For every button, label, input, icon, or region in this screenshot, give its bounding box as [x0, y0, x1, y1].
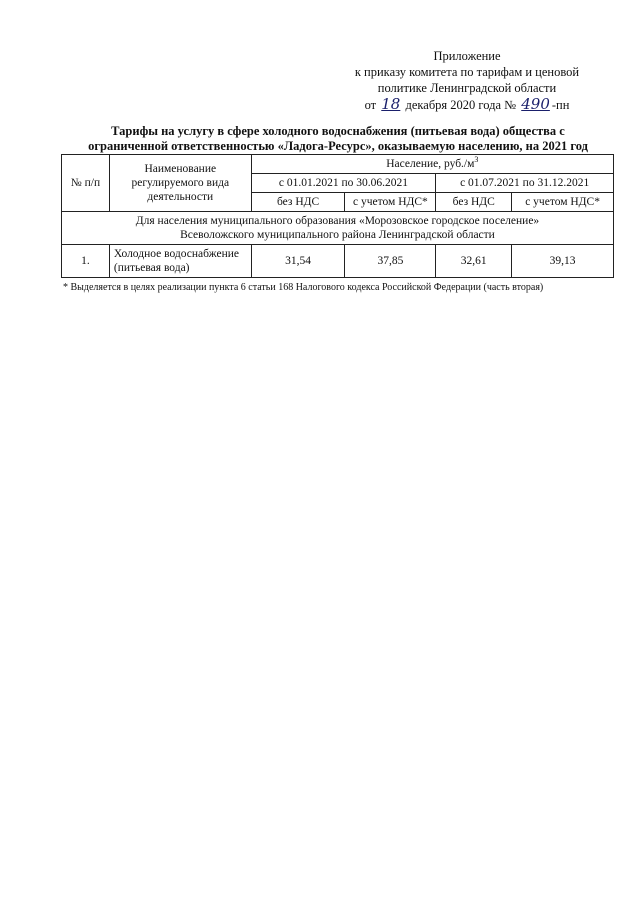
header-p1-no-vat: без НДС — [251, 193, 345, 212]
row-number: 1. — [62, 245, 110, 278]
table-row — [62, 245, 614, 278]
row-p2-no-vat: 32,61 — [436, 245, 512, 278]
handwritten-order-number: 490 — [521, 95, 550, 113]
annex-title: Приложение — [433, 49, 501, 63]
section-line-2: Всеволожского муниципального района Ленинградской области — [180, 229, 495, 241]
annex-date-line — [332, 96, 602, 113]
tariff-table — [61, 154, 614, 278]
annex-header — [332, 48, 602, 113]
title-line-1: Тарифы на услугу в сфере холодного водоснабжения (питьевая вода) общества с — [111, 124, 565, 138]
header-p2-no-vat: без НДС — [436, 193, 512, 212]
date-rest: декабря 2020 года № — [405, 98, 517, 112]
row-activity: Холодное водоснабжение (питьевая вода) — [109, 245, 251, 278]
header-p1-with-vat: с учетом НДС* — [345, 193, 436, 212]
annex-committee: политике Ленинградской области — [377, 81, 557, 95]
header-number: № п/п — [62, 155, 110, 212]
row-p1-no-vat: 31,54 — [251, 245, 345, 278]
annex-order-ref: к приказу комитета по тарифам и ценовой — [354, 65, 580, 79]
date-prefix: от — [364, 98, 377, 112]
header-activity: Наименование регулируемого вида деятельности — [109, 155, 251, 212]
document-title — [60, 124, 616, 154]
header-period-1: с 01.01.2021 по 30.06.2021 — [251, 174, 436, 193]
header-population — [251, 155, 613, 174]
header-population-label: Население, руб./м — [386, 158, 475, 170]
row-p2-with-vat: 39,13 — [512, 245, 614, 278]
title-line-2: ограниченной ответственностью «Ладога-Ресурс», оказываемую населению, на 2021 год — [88, 139, 588, 153]
header-row-1 — [62, 155, 614, 174]
handwritten-day: 18 — [381, 95, 401, 113]
header-p2-with-vat: с учетом НДС* — [512, 193, 614, 212]
order-suffix: -пн — [551, 98, 570, 112]
row-p1-with-vat: 37,85 — [345, 245, 436, 278]
unit-power: 3 — [474, 155, 479, 165]
header-period-2: с 01.07.2021 по 31.12.2021 — [436, 174, 614, 193]
section-row — [62, 212, 614, 245]
section-cell — [62, 212, 614, 245]
footnote: * Выделяется в целях реализации пункта 6 статьи 168 Налогового кодекса Российской Федерации (часть вторая) — [63, 282, 544, 293]
section-line-1: Для населения муниципального образования «Морозовское городское поселение» — [135, 215, 540, 227]
